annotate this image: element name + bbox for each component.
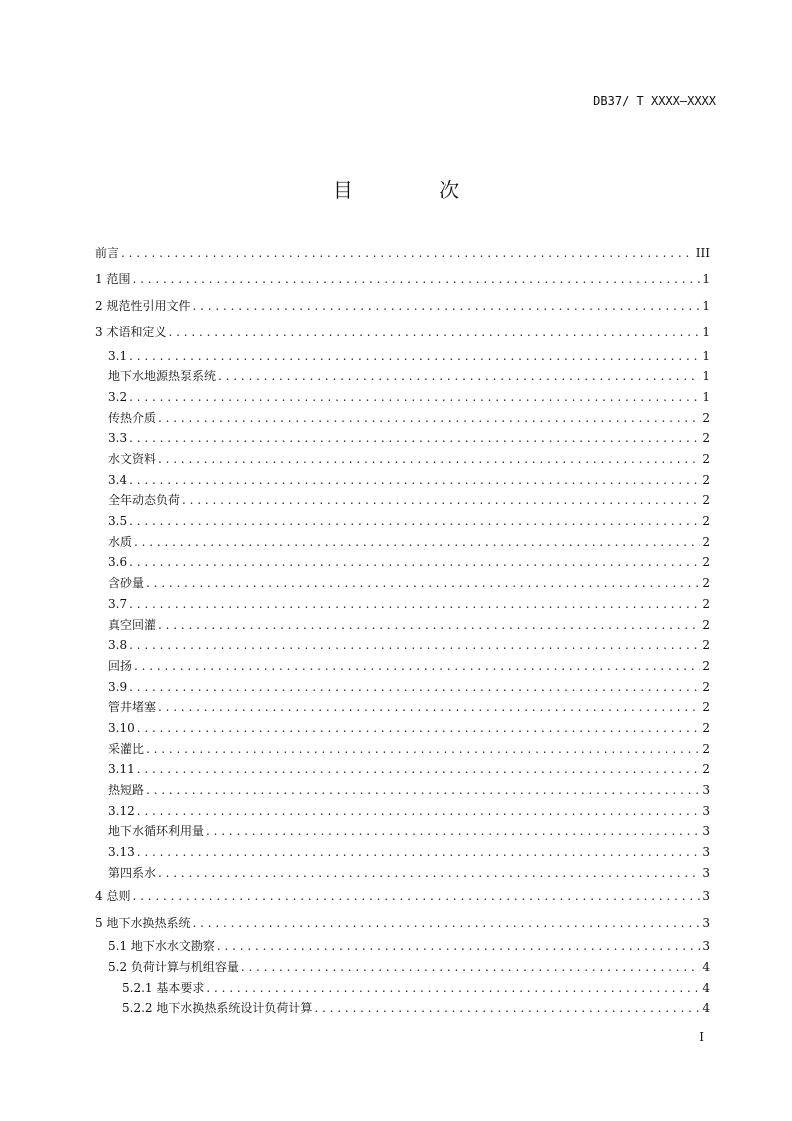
toc-entry-label: 3.8 — [108, 638, 128, 653]
toc-entry-page: 4 — [702, 1001, 710, 1016]
toc-leader-dots — [146, 739, 700, 760]
toc-entry-page: 1 — [702, 298, 710, 313]
toc-entry[interactable] — [95, 573, 710, 594]
toc-entry-label: 第四系水 — [108, 865, 157, 880]
toc-leader-dots — [217, 936, 700, 957]
toc-entry-page: 3 — [702, 915, 710, 930]
toc-leader-dots — [129, 346, 700, 367]
toc-entry-label: 采灌比 — [108, 741, 145, 756]
toc-leader-dots — [192, 293, 700, 319]
toc-entry[interactable] — [95, 366, 710, 387]
toc-entry-page: 1 — [702, 272, 710, 287]
toc-entry-page: 1 — [702, 369, 710, 384]
toc-entry[interactable] — [95, 957, 710, 978]
toc-leader-dots — [134, 532, 700, 553]
toc-entry-label: 3 术语和定义 — [95, 325, 167, 340]
toc-entry-label: 3.2 — [108, 389, 128, 404]
toc-entry[interactable] — [95, 408, 710, 429]
toc-entry-label: 4 总则 — [95, 889, 131, 904]
toc-entry-label: 3.3 — [108, 431, 128, 446]
toc-leader-dots — [137, 718, 701, 739]
page-number: I — [699, 1030, 704, 1044]
toc-entry[interactable] — [95, 910, 710, 936]
toc-entry-page: 2 — [702, 638, 710, 653]
toc-leader-dots — [132, 883, 700, 909]
toc-leader-dots — [192, 910, 700, 936]
toc-entry-page: 3 — [702, 783, 710, 797]
toc-entry-label: 3.6 — [108, 555, 128, 570]
toc-entry-label: 3.1 — [108, 348, 128, 363]
toc-leader-dots — [129, 552, 700, 573]
toc-entry[interactable] — [95, 978, 710, 999]
toc-entry[interactable] — [95, 635, 710, 656]
toc-leader-dots — [158, 863, 700, 884]
toc-entry[interactable] — [95, 511, 710, 532]
toc-leader-dots — [206, 978, 700, 999]
toc-entry[interactable] — [95, 240, 710, 266]
toc-entry-page: 1 — [702, 389, 710, 404]
toc-entry-label: 3.9 — [108, 679, 128, 694]
toc-leader-dots — [146, 780, 700, 801]
toc-entry-page: 2 — [702, 700, 710, 715]
toc-entry-label: 1 范围 — [95, 272, 131, 287]
table-of-contents — [95, 240, 710, 1019]
toc-leader-dots — [182, 490, 700, 511]
toc-leader-dots — [129, 387, 700, 408]
toc-entry-label: 5.2 负荷计算与机组容量 — [108, 959, 239, 974]
toc-entry-label: 3.7 — [108, 596, 128, 611]
toc-leader-dots — [129, 635, 700, 656]
toc-entry-page: 2 — [702, 762, 710, 777]
toc-entry-page: 3 — [702, 845, 710, 860]
toc-entry-page: 2 — [702, 472, 710, 487]
toc-entry-page: 2 — [702, 452, 710, 466]
toc-entry-label: 5 地下水换热系统 — [95, 915, 191, 930]
toc-leader-dots — [137, 759, 701, 780]
toc-entry[interactable] — [95, 532, 710, 553]
toc-entry[interactable] — [95, 552, 710, 573]
toc-entry-label: 3.10 — [108, 720, 135, 735]
toc-leader-dots — [158, 697, 700, 718]
toc-leader-dots — [129, 511, 700, 532]
toc-leader-dots — [134, 656, 700, 677]
toc-entry-page: 3 — [702, 803, 710, 818]
toc-entry-label: 传热介质 — [108, 410, 157, 425]
toc-entry[interactable] — [95, 697, 710, 718]
toc-entry-page: 2 — [702, 534, 710, 549]
toc-entry-page: 2 — [702, 720, 710, 735]
toc-entry-label: 管井堵塞 — [108, 700, 157, 715]
toc-entry[interactable] — [95, 936, 710, 957]
toc-entry[interactable] — [95, 319, 710, 345]
toc-leader-dots — [121, 240, 694, 266]
toc-entry-page: 2 — [702, 658, 710, 673]
toc-leader-dots — [129, 470, 700, 491]
toc-entry-label: 回扬 — [108, 658, 133, 673]
toc-leader-dots — [129, 428, 700, 449]
toc-entry[interactable] — [95, 594, 710, 615]
toc-entry-page: 2 — [702, 493, 710, 508]
toc-entry-label: 地下水循环利用量 — [108, 824, 205, 839]
toc-entry-page: 1 — [702, 348, 710, 363]
toc-entry-label: 地下水地源热泵系统 — [108, 369, 217, 384]
toc-entry[interactable] — [95, 801, 710, 822]
toc-leader-dots — [314, 998, 700, 1019]
toc-entry-page: 2 — [702, 596, 710, 611]
toc-entry[interactable] — [95, 863, 710, 884]
toc-entry[interactable] — [95, 490, 710, 511]
toc-entry[interactable] — [95, 470, 710, 491]
toc-entry-page: 3 — [702, 939, 710, 954]
toc-entry[interactable] — [95, 739, 710, 760]
toc-entry[interactable] — [95, 346, 710, 367]
toc-entry-label: 5.1 地下水水文勘察 — [108, 939, 215, 954]
toc-entry-page: III — [695, 246, 710, 260]
toc-entry[interactable] — [95, 266, 710, 292]
toc-entry-page: 2 — [702, 741, 710, 756]
toc-entry-page: 3 — [702, 889, 710, 904]
toc-entry[interactable] — [95, 387, 710, 408]
toc-leader-dots — [137, 842, 701, 863]
toc-leader-dots — [129, 677, 700, 698]
toc-leader-dots — [158, 449, 700, 470]
toc-entry-label: 3.4 — [108, 472, 128, 487]
toc-entry-label: 5.2.1 基本要求 — [122, 980, 205, 995]
toc-entry-label: 5.2.2 地下水换热系统设计负荷计算 — [122, 1001, 313, 1016]
toc-entry[interactable] — [95, 449, 710, 470]
toc-leader-dots — [168, 319, 700, 345]
toc-leader-dots — [137, 801, 701, 822]
document-code: DB37/ T XXXX—XXXX — [593, 94, 716, 108]
toc-entry[interactable] — [95, 842, 710, 863]
toc-leader-dots — [241, 957, 700, 978]
toc-entry-label: 3.13 — [108, 845, 135, 860]
toc-entry[interactable] — [95, 656, 710, 677]
toc-entry[interactable] — [95, 293, 710, 319]
toc-entry[interactable] — [95, 718, 710, 739]
toc-leader-dots — [206, 821, 700, 842]
toc-entry-label: 水文资料 — [108, 452, 157, 466]
toc-entry-page: 2 — [702, 576, 710, 591]
toc-entry-page: 1 — [702, 325, 710, 340]
toc-entry-page: 2 — [702, 410, 710, 425]
toc-entry-label: 3.11 — [108, 762, 135, 777]
toc-entry[interactable] — [95, 821, 710, 842]
toc-entry-label: 真空回灌 — [108, 617, 157, 632]
toc-entry[interactable] — [95, 428, 710, 449]
toc-leader-dots — [132, 266, 700, 292]
toc-entry-label: 前言 — [95, 246, 120, 260]
toc-entry[interactable] — [95, 677, 710, 698]
toc-entry-label: 3.5 — [108, 514, 128, 529]
toc-entry-page: 4 — [702, 959, 710, 974]
toc-entry-label: 水质 — [108, 534, 133, 549]
toc-entry-label: 3.12 — [108, 803, 135, 818]
toc-entry-label: 含砂量 — [108, 576, 145, 591]
toc-entry-page: 3 — [702, 865, 710, 880]
toc-entry-page: 2 — [702, 555, 710, 570]
toc-entry-label: 热短路 — [108, 783, 145, 797]
toc-entry[interactable] — [95, 759, 710, 780]
toc-leader-dots — [218, 366, 700, 387]
toc-entry-label: 全年动态负荷 — [108, 493, 181, 508]
toc-entry-label: 2 规范性引用文件 — [95, 298, 191, 313]
toc-entry[interactable] — [95, 998, 710, 1019]
toc-entry-page: 3 — [702, 824, 710, 839]
toc-entry-page: 2 — [702, 431, 710, 446]
toc-leader-dots — [129, 594, 700, 615]
toc-entry-page: 2 — [702, 679, 710, 694]
toc-entry[interactable] — [95, 883, 710, 909]
toc-entry-page: 4 — [702, 980, 710, 995]
toc-entry-page: 2 — [702, 514, 710, 529]
toc-entry-page: 2 — [702, 617, 710, 632]
toc-entry[interactable] — [95, 615, 710, 636]
toc-leader-dots — [158, 408, 700, 429]
toc-entry[interactable] — [95, 780, 710, 801]
toc-leader-dots — [146, 573, 700, 594]
toc-leader-dots — [158, 615, 700, 636]
page-title: 目 次 — [332, 178, 500, 202]
